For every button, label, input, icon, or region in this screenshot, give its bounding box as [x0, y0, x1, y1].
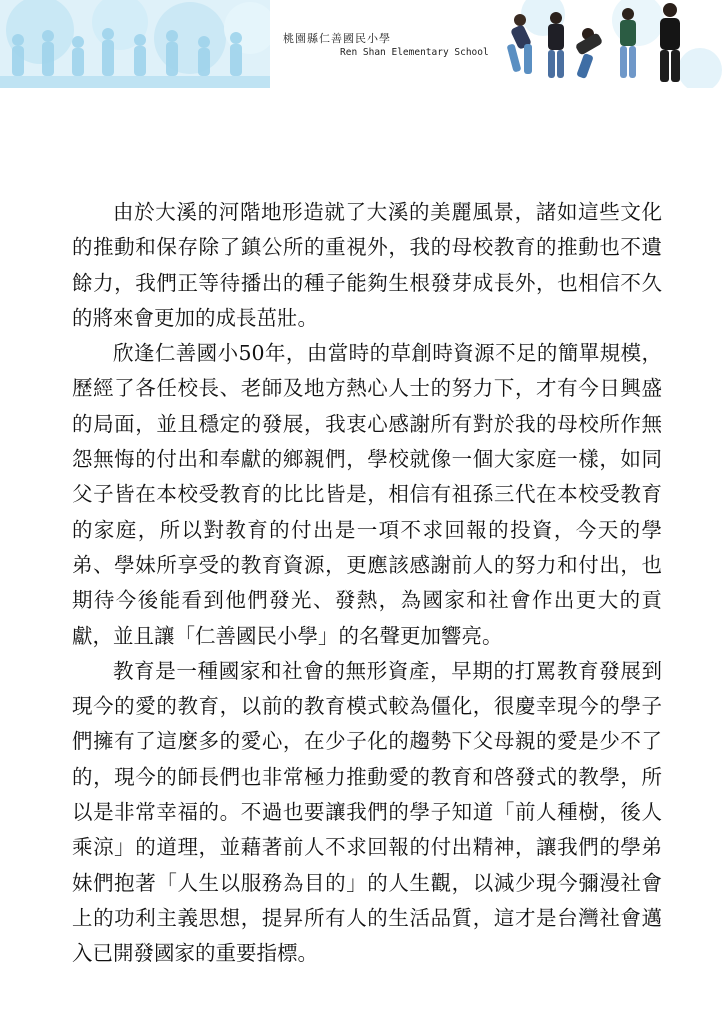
body-paragraph: 教育是一種國家和社會的無形資產，早期的打罵教育發展到現今的愛的教育，以前的教育模式較為僵化，很慶幸現今的學子們擁有了這麼多的愛心，在少子化的趨勢下父母親的愛是少不了的，現今的師長們也非常極力推動愛的教育和啓發式的教學，所以是非常幸福的。不過也要讓我們的學子知道「前人種樹，後人乘涼」的道理，並藉著前人不求回報的付出精神，讓我們的學弟妹們抱著「人生以服務為目的」的人生觀，以減少現今彌漫社會上的功利主義思想，提昇所有人的生活品質，這才是台灣社會邁入已開發國家的重要指標。 — [72, 658, 662, 966]
body-paragraph: 由於大溪的河階地形造就了大溪的美麗風景，諸如這些文化的推動和保存除了鎮公所的重視外，我的母校教育的推動也不遺餘力，我們正等待播出的種子能夠生根發芽成長外，也相信不久的將來會更加的成長茁壯。 — [72, 200, 662, 330]
page-header — [0, 0, 723, 88]
body-paragraph: 欣逢仁善國小50年，由當時的草創時資源不足的簡單規模，歷經了各任校長、老師及地方熱心人士的努力下，才有今日興盛的局面，並且穩定的發展，我衷心感謝所有對於我的母校所作無怨無悔的付出和奉獻的鄉親們，學校就像一個大家庭一樣，如同父子皆在本校受教育的比比皆是，相信有祖孫三代在本校受教育的家庭，所以對教育的付出是一項不求回報的投資，今天的學弟、學妹所享受的教育資源，更應該感謝前人的努力和付出，也期待今後能看到他們發光、發熱，為國家和社會作出更大的貢獻，並且讓「仁善國民小學」的名聲更加響亮。 — [72, 341, 662, 648]
school-name-english: Ren Shan Elementary School — [340, 47, 489, 58]
school-name-chinese: 桃園縣仁善國民小學 — [283, 32, 391, 45]
dancing-children-photo — [488, 0, 723, 88]
article-body — [72, 195, 662, 972]
children-silhouette-banner — [0, 0, 270, 88]
